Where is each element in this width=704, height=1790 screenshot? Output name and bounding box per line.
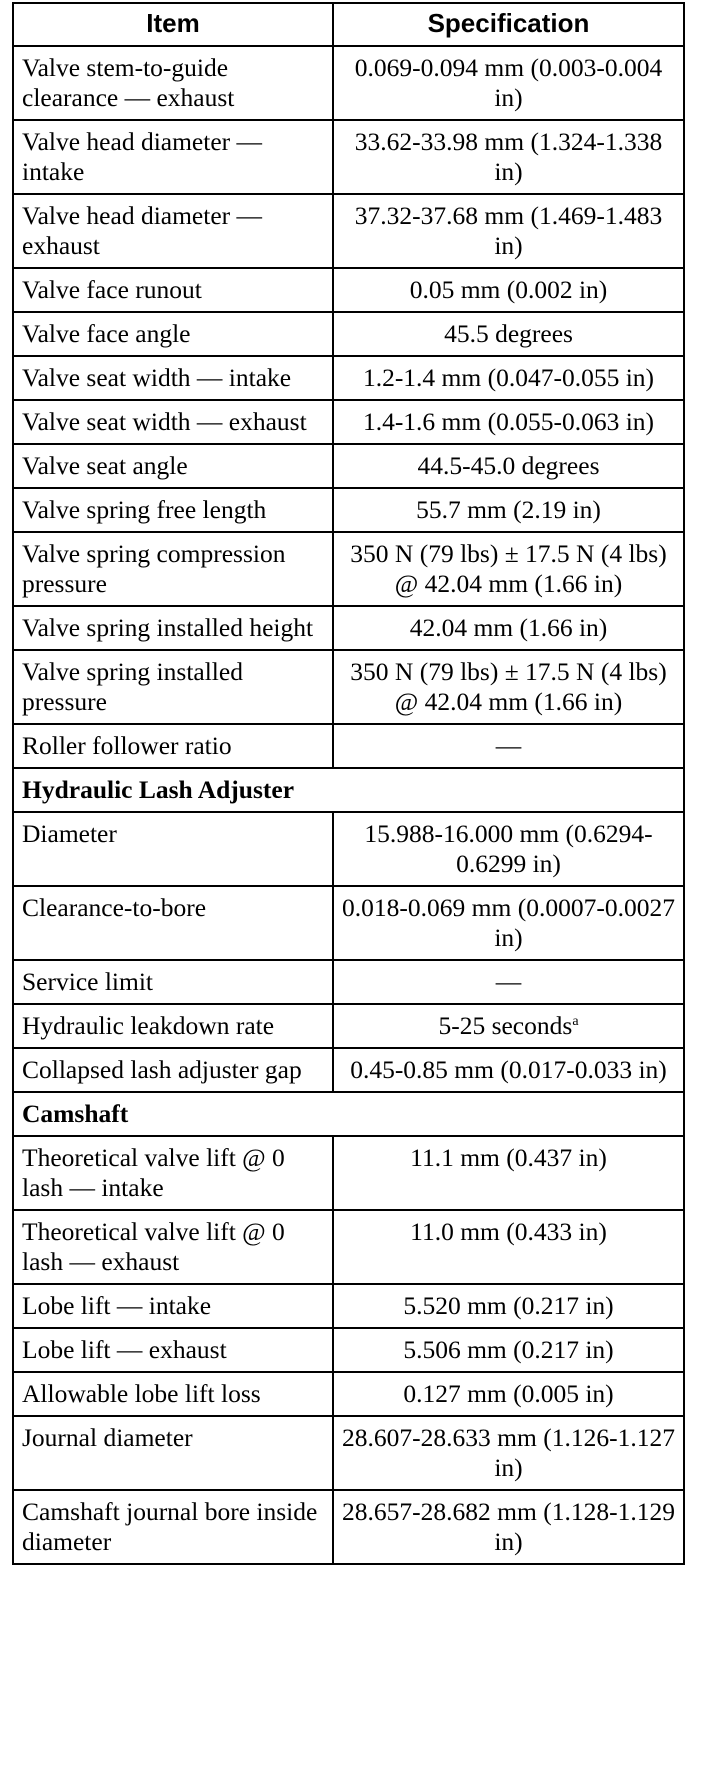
table-row [13, 1372, 684, 1416]
spec-cell: 11.0 mm (0.433 in) [333, 1210, 684, 1284]
item-cell: Diameter [13, 812, 333, 886]
item-cell: Valve head diameter — intake [13, 120, 333, 194]
item-cell: Valve stem-to-guide clearance — exhaust [13, 46, 333, 120]
spec-cell: 350 N (79 lbs) ± 17.5 N (4 lbs) @ 42.04 mm (1.66 in) [333, 650, 684, 724]
table-row [13, 812, 684, 886]
spec-cell: 0.127 mm (0.005 in) [333, 1372, 684, 1416]
table-row [13, 444, 684, 488]
spec-cell: 0.45-0.85 mm (0.017-0.033 in) [333, 1048, 684, 1092]
item-cell: Service limit [13, 960, 333, 1004]
item-cell: Valve spring free length [13, 488, 333, 532]
item-cell: Valve seat angle [13, 444, 333, 488]
spec-cell: 1.4-1.6 mm (0.055-0.063 in) [333, 400, 684, 444]
table-row [13, 46, 684, 120]
item-cell: Journal diameter [13, 1416, 333, 1490]
item-cell: Camshaft journal bore inside diameter [13, 1490, 333, 1564]
spec-value: 5-25 seconds [438, 1011, 573, 1040]
table-row [13, 724, 684, 768]
spec-cell: 5.506 mm (0.217 in) [333, 1328, 684, 1372]
table-row [13, 886, 684, 960]
table-header [13, 3, 684, 46]
section-row-lash-adjuster [13, 768, 684, 812]
table-row [13, 1136, 684, 1210]
spec-cell [333, 1004, 684, 1048]
table-row [13, 1210, 684, 1284]
spec-cell: — [333, 724, 684, 768]
spec-cell: 28.657-28.682 mm (1.128-1.129 in) [333, 1490, 684, 1564]
table-row [13, 1004, 684, 1048]
header-row [13, 3, 684, 46]
item-cell: Valve seat width — intake [13, 356, 333, 400]
spec-cell: 42.04 mm (1.66 in) [333, 606, 684, 650]
item-cell: Valve spring installed height [13, 606, 333, 650]
table-row [13, 268, 684, 312]
table-row [13, 1048, 684, 1092]
table-row [13, 120, 684, 194]
item-cell: Valve spring installed pressure [13, 650, 333, 724]
table-row [13, 312, 684, 356]
item-cell: Allowable lobe lift loss [13, 1372, 333, 1416]
spec-cell: 350 N (79 lbs) ± 17.5 N (4 lbs) @ 42.04 mm (1.66 in) [333, 532, 684, 606]
table-row [13, 1328, 684, 1372]
table-row [13, 1284, 684, 1328]
table-row [13, 960, 684, 1004]
item-cell: Theoretical valve lift @ 0 lash — exhaust [13, 1210, 333, 1284]
spec-cell: 15.988-16.000 mm (0.6294-0.6299 in) [333, 812, 684, 886]
spec-cell: 44.5-45.0 degrees [333, 444, 684, 488]
item-cell: Roller follower ratio [13, 724, 333, 768]
item-cell: Collapsed lash adjuster gap [13, 1048, 333, 1092]
section-row-camshaft [13, 1092, 684, 1136]
specification-column-header: Specification [333, 3, 684, 46]
spec-cell: 0.018-0.069 mm (0.0007-0.0027 in) [333, 886, 684, 960]
item-cell: Valve face runout [13, 268, 333, 312]
table-row [13, 532, 684, 606]
spec-cell: 1.2-1.4 mm (0.047-0.055 in) [333, 356, 684, 400]
item-cell: Hydraulic leakdown rate [13, 1004, 333, 1048]
spec-cell: 33.62-33.98 mm (1.324-1.338 in) [333, 120, 684, 194]
table-row [13, 1416, 684, 1490]
spec-cell: 11.1 mm (0.437 in) [333, 1136, 684, 1210]
spec-cell: 55.7 mm (2.19 in) [333, 488, 684, 532]
section-heading-camshaft: Camshaft [13, 1092, 684, 1136]
item-cell: Valve spring compression pressure [13, 532, 333, 606]
item-cell: Theoretical valve lift @ 0 lash — intake [13, 1136, 333, 1210]
table-row [13, 488, 684, 532]
spec-cell: 28.607-28.633 mm (1.126-1.127 in) [333, 1416, 684, 1490]
spec-cell: 0.069-0.094 mm (0.003-0.004 in) [333, 46, 684, 120]
spec-cell: 37.32-37.68 mm (1.469-1.483 in) [333, 194, 684, 268]
footnote-marker: a [572, 1014, 579, 1029]
table-row [13, 194, 684, 268]
section-heading-lash-adjuster: Hydraulic Lash Adjuster [13, 768, 684, 812]
specification-table [12, 2, 685, 1565]
item-cell: Valve seat width — exhaust [13, 400, 333, 444]
table-row [13, 650, 684, 724]
table-row [13, 1490, 684, 1564]
spec-cell: — [333, 960, 684, 1004]
item-cell: Lobe lift — exhaust [13, 1328, 333, 1372]
table-row [13, 356, 684, 400]
table-body [13, 46, 684, 1564]
spec-cell: 0.05 mm (0.002 in) [333, 268, 684, 312]
item-cell: Valve head diameter — exhaust [13, 194, 333, 268]
item-cell: Valve face angle [13, 312, 333, 356]
table-row [13, 606, 684, 650]
item-cell: Lobe lift — intake [13, 1284, 333, 1328]
table-row [13, 400, 684, 444]
spec-cell: 45.5 degrees [333, 312, 684, 356]
item-cell: Clearance-to-bore [13, 886, 333, 960]
item-column-header: Item [13, 3, 333, 46]
spec-cell: 5.520 mm (0.217 in) [333, 1284, 684, 1328]
